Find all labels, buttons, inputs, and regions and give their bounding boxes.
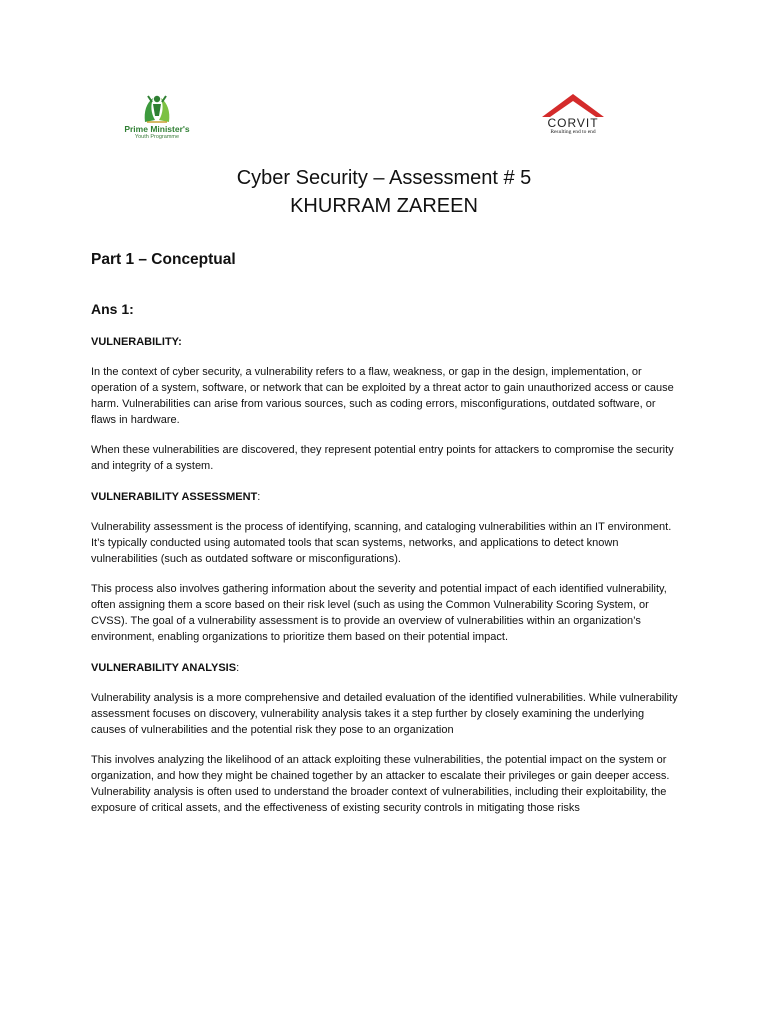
section-heading-assessment-text: VULNERABILITY ASSESSMENT: [91, 491, 258, 503]
paragraph: Vulnerability assessment is the process of identifying, scanning, and cataloging vulnerabilities within an IT environment. It’s typically conducted using automated tools that scan systems, networks, and applications to detect known vulnerabilities (such as outdated software or misconfigurations).: [91, 521, 672, 565]
paragraph: This involves analyzing the likelihood of an attack exploiting these vulnerabilities, the potential impact on the system or organization, and how they might be chained together by an attacker to escalate their privileges or gain deeper access. Vulnerability analysis is often used to understand the broader context of vulnerabilities, including their exploitability, the exposure of critical assets, and the effectiveness of existing security controls in mitigating those risks: [91, 754, 670, 814]
section-heading-analysis-text: VULNERABILITY ANALYSIS: [91, 662, 237, 674]
corvit-roof-icon: [540, 92, 606, 118]
part-heading: Part 1 – Conceptual: [91, 251, 236, 268]
section-heading-analysis-colon: :: [236, 662, 240, 674]
section-heading-assessment: [91, 489, 681, 505]
logo-right-tagline: Resulting end to end: [550, 129, 596, 135]
section-heading-assessment-colon: :: [257, 491, 261, 503]
document-title: [0, 164, 768, 220]
youth-programme-emblem-icon: [139, 92, 175, 124]
paragraph: Vulnerability analysis is a more comprehensive and detailed evaluation of the identified vulnerabilities. While vulnerability assessment focuses on discovery, vulnerability analysis takes it a step further by closely examining the underlying causes of vulnerabilities and the potential risk they pose to an organization: [91, 692, 678, 736]
paragraph: This process also involves gathering information about the severity and potential impact of each identified vulnerability, often assigning them a score based on their risk level (such as using the Common Vulnerability Scoring System, or CVSS). The goal of a vulnerability assessment is to provide an overview of vulnerabilities within an organization’s environment, enabling organizations to prioritize them based on their potential impact.: [91, 583, 667, 643]
corvit-logo: [532, 92, 614, 148]
answer-heading: Ans 1:: [91, 301, 134, 317]
logo-left-subtitle: Youth Programme: [134, 134, 180, 140]
document-body: [91, 248, 681, 816]
prime-minister-youth-programme-logo: [112, 92, 202, 148]
title-line-1: Cyber Security – Assessment # 5: [236, 167, 532, 189]
title-line-2: KHURRAM ZAREEN: [290, 195, 478, 217]
logo-left-name: Prime Minister's: [124, 124, 190, 134]
logo-right-name: CORVIT: [547, 116, 599, 130]
section-heading-analysis: [91, 660, 681, 676]
paragraph: In the context of cyber security, a vulnerability refers to a flaw, weakness, or gap in the design, implementation, or operation of a system, software, or network that can be exploited by a threat actor to gain unauthorized access or cause harm. Vulnerabilities can arise from various sources, such as coding errors, misconfigurations, outdated software, or flaws in hardware.: [91, 366, 674, 426]
paragraph: When these vulnerabilities are discovered, they represent potential entry points for attackers to compromise the security and integrity of a system.: [91, 444, 674, 472]
section-heading-vulnerability: VULNERABILITY:: [91, 336, 182, 348]
